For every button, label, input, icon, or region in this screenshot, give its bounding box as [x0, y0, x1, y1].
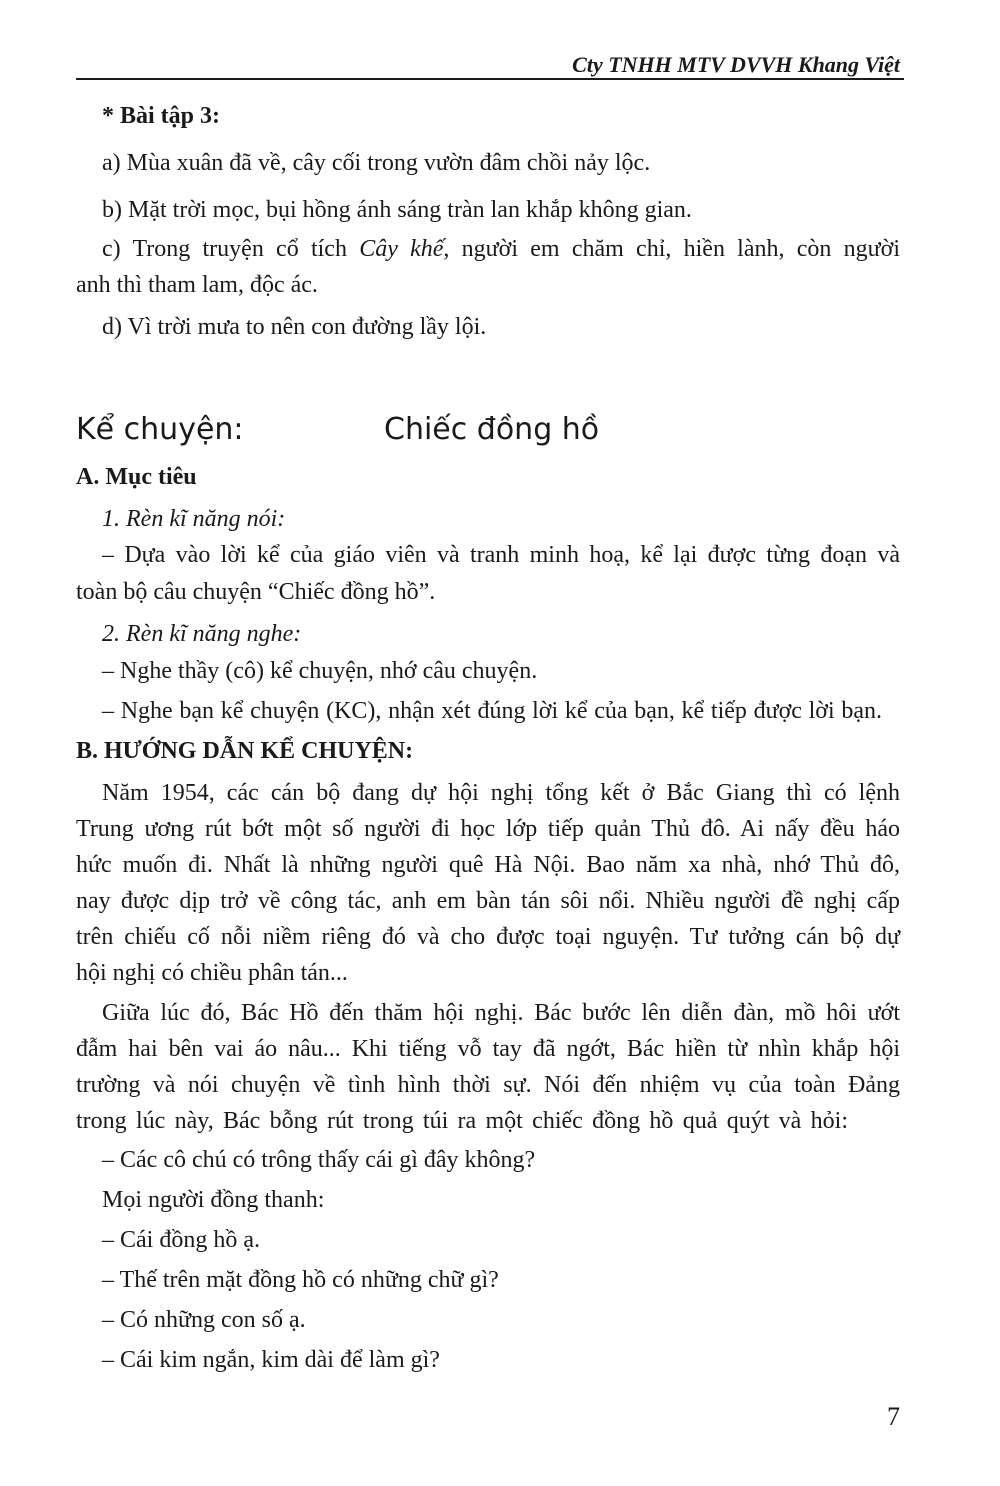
dialogue-line: – Cái đồng hồ ạ. — [102, 1227, 260, 1253]
paragraph-2-line: trong lúc này, Bác bỗng rút trong túi ra một chiếc đồng hồ quả quýt và hỏi: — [76, 1108, 848, 1134]
header-rule — [76, 78, 904, 80]
section-a-heading: A. Mục tiêu — [76, 464, 197, 490]
exercise-item-c-start: c) Trong truyện cổ tích — [102, 236, 360, 262]
skill-speaking-title: 1. Rèn kĩ năng nói: — [102, 506, 286, 532]
exercise-title: * Bài tập 3: — [102, 103, 221, 129]
section-b-heading: B. HƯỚNG DẪN KỂ CHUYỆN: — [76, 738, 414, 764]
dialogue-line: – Các cô chú có trông thấy cái gì đây không? — [102, 1147, 536, 1173]
paragraph-1-line: Trung ương rút bớt một số người đi học lớp tiếp quản Thủ đô. Ai nấy đều háo — [76, 816, 900, 842]
dialogue-line: – Có những con số ạ. — [102, 1307, 306, 1333]
exercise-item-d: d) Vì trời mưa to nên con đường lầy lội. — [102, 314, 487, 340]
story-title: Chiếc đồng hồ — [384, 412, 600, 447]
exercise-item-c-end: , người em chăm chỉ, hiền lành, còn người — [443, 236, 901, 262]
skill-speaking-line-1: – Dựa vào lời kể của giáo viên và tranh minh hoạ, kể lại được từng đoạn và — [102, 542, 900, 568]
dialogue-line: – Cái kim ngắn, kim dài để làm gì? — [102, 1347, 440, 1373]
paragraph-2-line: Giữa lúc đó, Bác Hồ đến thăm hội nghị. Bác bước lên diễn đàn, mồ hôi ướt — [102, 1000, 900, 1026]
dialogue-line: Mọi người đồng thanh: — [102, 1187, 325, 1213]
paragraph-2-line: trường và nói chuyện về tình hình thời sự. Nói đến nhiệm vụ của toàn Đảng — [76, 1072, 900, 1098]
story-label: Kể chuyện: — [76, 412, 244, 447]
skill-listening-line-1: – Nghe thầy (cô) kể chuyện, nhớ câu chuyện. — [102, 658, 538, 684]
skill-speaking-line-2: toàn bộ câu chuyện “Chiếc đồng hồ”. — [76, 579, 436, 605]
paragraph-2-line: đẫm hai bên vai áo nâu... Khi tiếng vỗ tay đã ngớt, Bác hiền từ nhìn khắp hội — [76, 1036, 900, 1062]
paragraph-1-line: Năm 1954, các cán bộ đang dự hội nghị tổng kết ở Bắc Giang thì có lệnh — [102, 780, 900, 806]
paragraph-1-line: trên chiếu cố nỗi niềm riêng đó và cho được toại nguyện. Tư tưởng cán bộ dự — [76, 924, 900, 950]
exercise-item-c-tale-title: Cây khế — [359, 236, 444, 262]
exercise-item-c-continued: anh thì tham lam, độc ác. — [76, 272, 318, 298]
page-number: 7 — [887, 1402, 900, 1431]
skill-listening-line-2: – Nghe bạn kể chuyện (KC), nhận xét đúng lời kể của bạn, kể tiếp được lời bạn. — [102, 698, 882, 724]
paragraph-1-line: hức muốn đi. Nhất là những người quê Hà Nội. Bao năm xa nhà, nhớ Thủ đô, — [76, 852, 900, 878]
paragraph-1-line: hội nghị có chiều phân tán... — [76, 960, 348, 986]
exercise-item-c — [102, 234, 900, 264]
paragraph-1-line: nay được dịp trở về công tác, anh em bàn tán sôi nổi. Nhiều người đề nghị cấp — [76, 888, 900, 914]
exercise-item-a: a) Mùa xuân đã về, cây cối trong vườn đâm chồi nảy lộc. — [102, 150, 651, 176]
skill-listening-title: 2. Rèn kĩ năng nghe: — [102, 621, 302, 647]
exercise-item-b: b) Mặt trời mọc, bụi hồng ánh sáng tràn lan khắp không gian. — [102, 197, 692, 223]
running-header: Cty TNHH MTV DVVH Khang Việt — [572, 52, 900, 77]
dialogue-line: – Thế trên mặt đồng hồ có những chữ gì? — [102, 1267, 499, 1293]
